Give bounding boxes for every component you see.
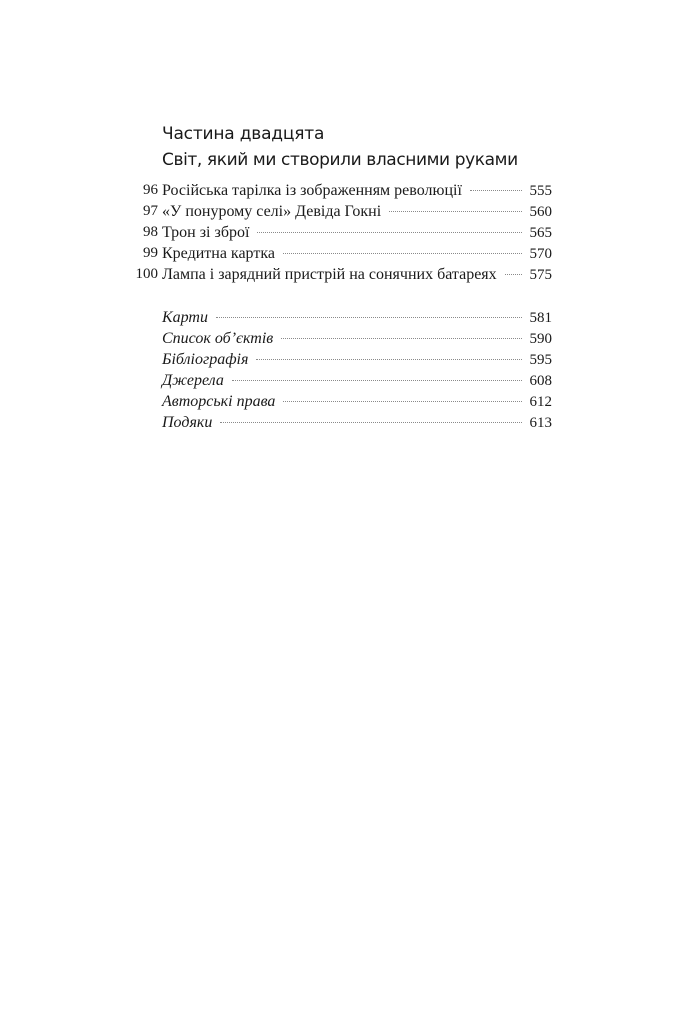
page-number: 570 (529, 246, 552, 262)
dot-leader (470, 190, 522, 191)
appendix-title: Карти (162, 309, 208, 326)
dot-leader (505, 274, 522, 275)
part-label: Частина двадцята (162, 124, 325, 144)
page-number: 555 (529, 183, 552, 199)
part-title: Світ, який ми створили власними руками (162, 150, 518, 170)
toc-chapter-row (100, 180, 552, 201)
toc-appendix-row (100, 370, 552, 391)
page-number: 575 (529, 267, 552, 283)
appendix-title: Подяки (162, 414, 213, 431)
page-number: 608 (529, 373, 552, 389)
toc-appendix-row (100, 328, 552, 349)
chapter-title: «У понурому селі» Девіда Гокні (162, 203, 382, 220)
chapter-number: 100 (135, 266, 158, 282)
toc-chapter-row (100, 222, 552, 243)
chapter-title: Російська тарілка із зображенням революції (162, 182, 462, 199)
page-number: 590 (529, 331, 552, 347)
appendix-title: Авторські права (162, 393, 276, 410)
toc-chapter-row (100, 243, 552, 264)
toc-appendix-row (100, 307, 552, 328)
chapter-title: Лампа і зарядний пристрій на сонячних батареях (162, 266, 497, 283)
chapter-number: 97 (143, 203, 158, 219)
toc-appendix-row (100, 391, 552, 412)
dot-leader (283, 401, 521, 402)
dot-leader (257, 232, 521, 233)
chapter-title: Трон зі зброї (162, 224, 250, 241)
toc-appendix-row (100, 349, 552, 370)
toc-chapter-row (100, 264, 552, 285)
table-of-contents (100, 180, 552, 433)
dot-leader (389, 211, 521, 212)
dot-leader (220, 422, 521, 423)
appendix-title: Джерела (162, 372, 224, 389)
dot-leader (216, 317, 522, 318)
page-number: 612 (529, 394, 552, 410)
page-number: 565 (529, 225, 552, 241)
toc-appendix-row (100, 412, 552, 433)
chapter-number: 99 (143, 245, 158, 261)
page-number: 581 (529, 310, 552, 326)
toc-chapter-row (100, 201, 552, 222)
dot-leader (256, 359, 521, 360)
dot-leader (232, 380, 522, 381)
page-number: 595 (529, 352, 552, 368)
page-number: 613 (529, 415, 552, 431)
dot-leader (281, 338, 521, 339)
chapter-title: Кредитна картка (162, 245, 275, 262)
dot-leader (283, 253, 522, 254)
chapter-number: 96 (143, 182, 158, 198)
appendix-title: Список об’єктів (162, 330, 274, 347)
appendix-title: Бібліографія (162, 351, 249, 368)
page-number: 560 (529, 204, 552, 220)
chapter-number: 98 (143, 224, 158, 240)
